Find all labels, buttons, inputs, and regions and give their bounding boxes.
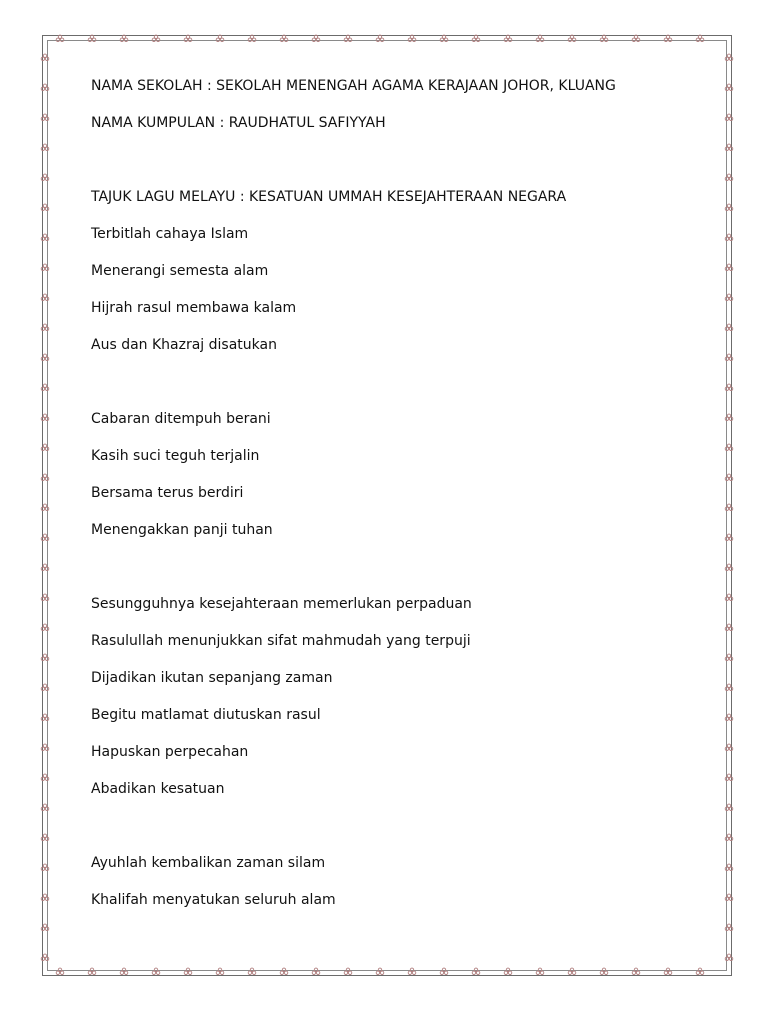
lyric-line: Sesungguhnya kesejahteraan memerlukan perpaduan [91,596,472,612]
lyric-line: Bersama terus berdiri [91,485,244,501]
school-name: NAMA SEKOLAH : SEKOLAH MENENGAH AGAMA KERAJAAN JOHOR, KLUANG [91,78,616,94]
lyric-line: Rasulullah menunjukkan sifat mahmudah yang terpuji [91,633,471,649]
lyric-line: Terbitlah cahaya Islam [91,226,249,242]
lyric-line: Dijadikan ikutan sepanjang zaman [91,670,333,686]
song-title: TAJUK LAGU MELAYU : KESATUAN UMMAH KESEJAHTERAAN NEGARA [91,189,567,205]
group-name: NAMA KUMPULAN : RAUDHATUL SAFIYYAH [91,115,386,131]
lyric-line: Abadikan kesatuan [91,781,225,797]
lyric-line: Kasih suci teguh terjalin [91,448,260,464]
lyric-line: Cabaran ditempuh berani [91,411,271,427]
lyric-line: Menengakkan panji tuhan [91,522,273,538]
lyric-line: Begitu matlamat diutuskan rasul [91,707,321,723]
document-body [91,76,691,927]
lyric-line: Hapuskan perpecahan [91,744,249,760]
lyric-line: Ayuhlah kembalikan zaman silam [91,855,326,871]
lyric-line: Aus dan Khazraj disatukan [91,337,277,353]
lyric-line: Hijrah rasul membawa kalam [91,300,297,316]
lyric-line: Menerangi semesta alam [91,263,269,279]
lyric-line: Khalifah menyatukan seluruh alam [91,892,336,908]
